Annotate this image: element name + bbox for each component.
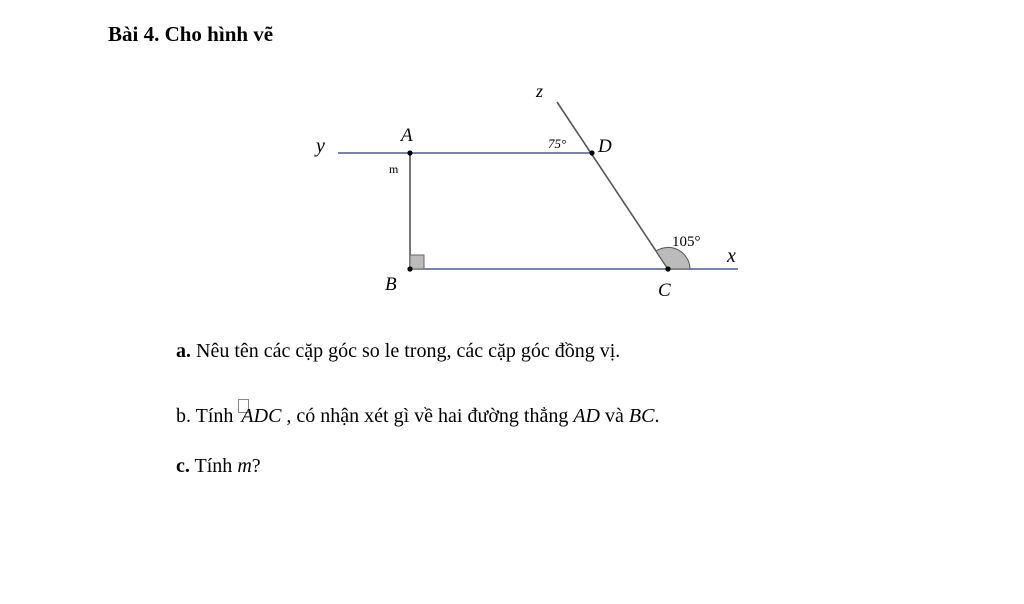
label-m: m <box>389 162 399 176</box>
angle-c-sector <box>656 247 690 269</box>
question-a-label: a. <box>176 340 191 362</box>
question-c <box>176 455 261 478</box>
question-c-label: c. <box>176 455 190 477</box>
label-z: z <box>536 81 544 101</box>
label-a: A <box>401 125 413 146</box>
question-b-pre: Tính <box>191 405 239 427</box>
question-b-end: . <box>654 405 660 427</box>
question-a <box>176 340 620 363</box>
variable-m: m <box>237 455 252 477</box>
question-c-pre: Tính <box>189 455 238 477</box>
point-c <box>665 266 670 271</box>
question-c-end: ? <box>251 455 261 477</box>
angle-adc: ADC <box>241 405 282 427</box>
question-a-text: Nêu tên các cặp góc so le trong, các cặp góc đồng vị. <box>191 340 621 362</box>
label-b: B <box>385 274 397 295</box>
point-b <box>407 266 412 271</box>
exercise-title: Bài 4. Cho hình vẽ <box>108 22 274 46</box>
question-b-and: và <box>600 405 629 427</box>
question-b-mid: , có nhận xét gì về hai đường thẳng <box>281 405 574 427</box>
right-angle-mark <box>410 255 424 269</box>
label-d: D <box>598 136 612 157</box>
label-angle-c: 105° <box>672 234 701 250</box>
point-d <box>589 150 594 155</box>
label-x: x <box>727 245 736 267</box>
label-c: C <box>658 280 671 301</box>
question-b-label: b. <box>176 405 191 427</box>
line-bc: BC <box>628 405 655 427</box>
line-ad: AD <box>573 405 600 427</box>
label-y: y <box>316 135 325 157</box>
line-zc <box>557 102 668 269</box>
question-b <box>176 399 659 428</box>
label-angle-d: 75° <box>548 136 567 151</box>
point-a <box>407 150 412 155</box>
